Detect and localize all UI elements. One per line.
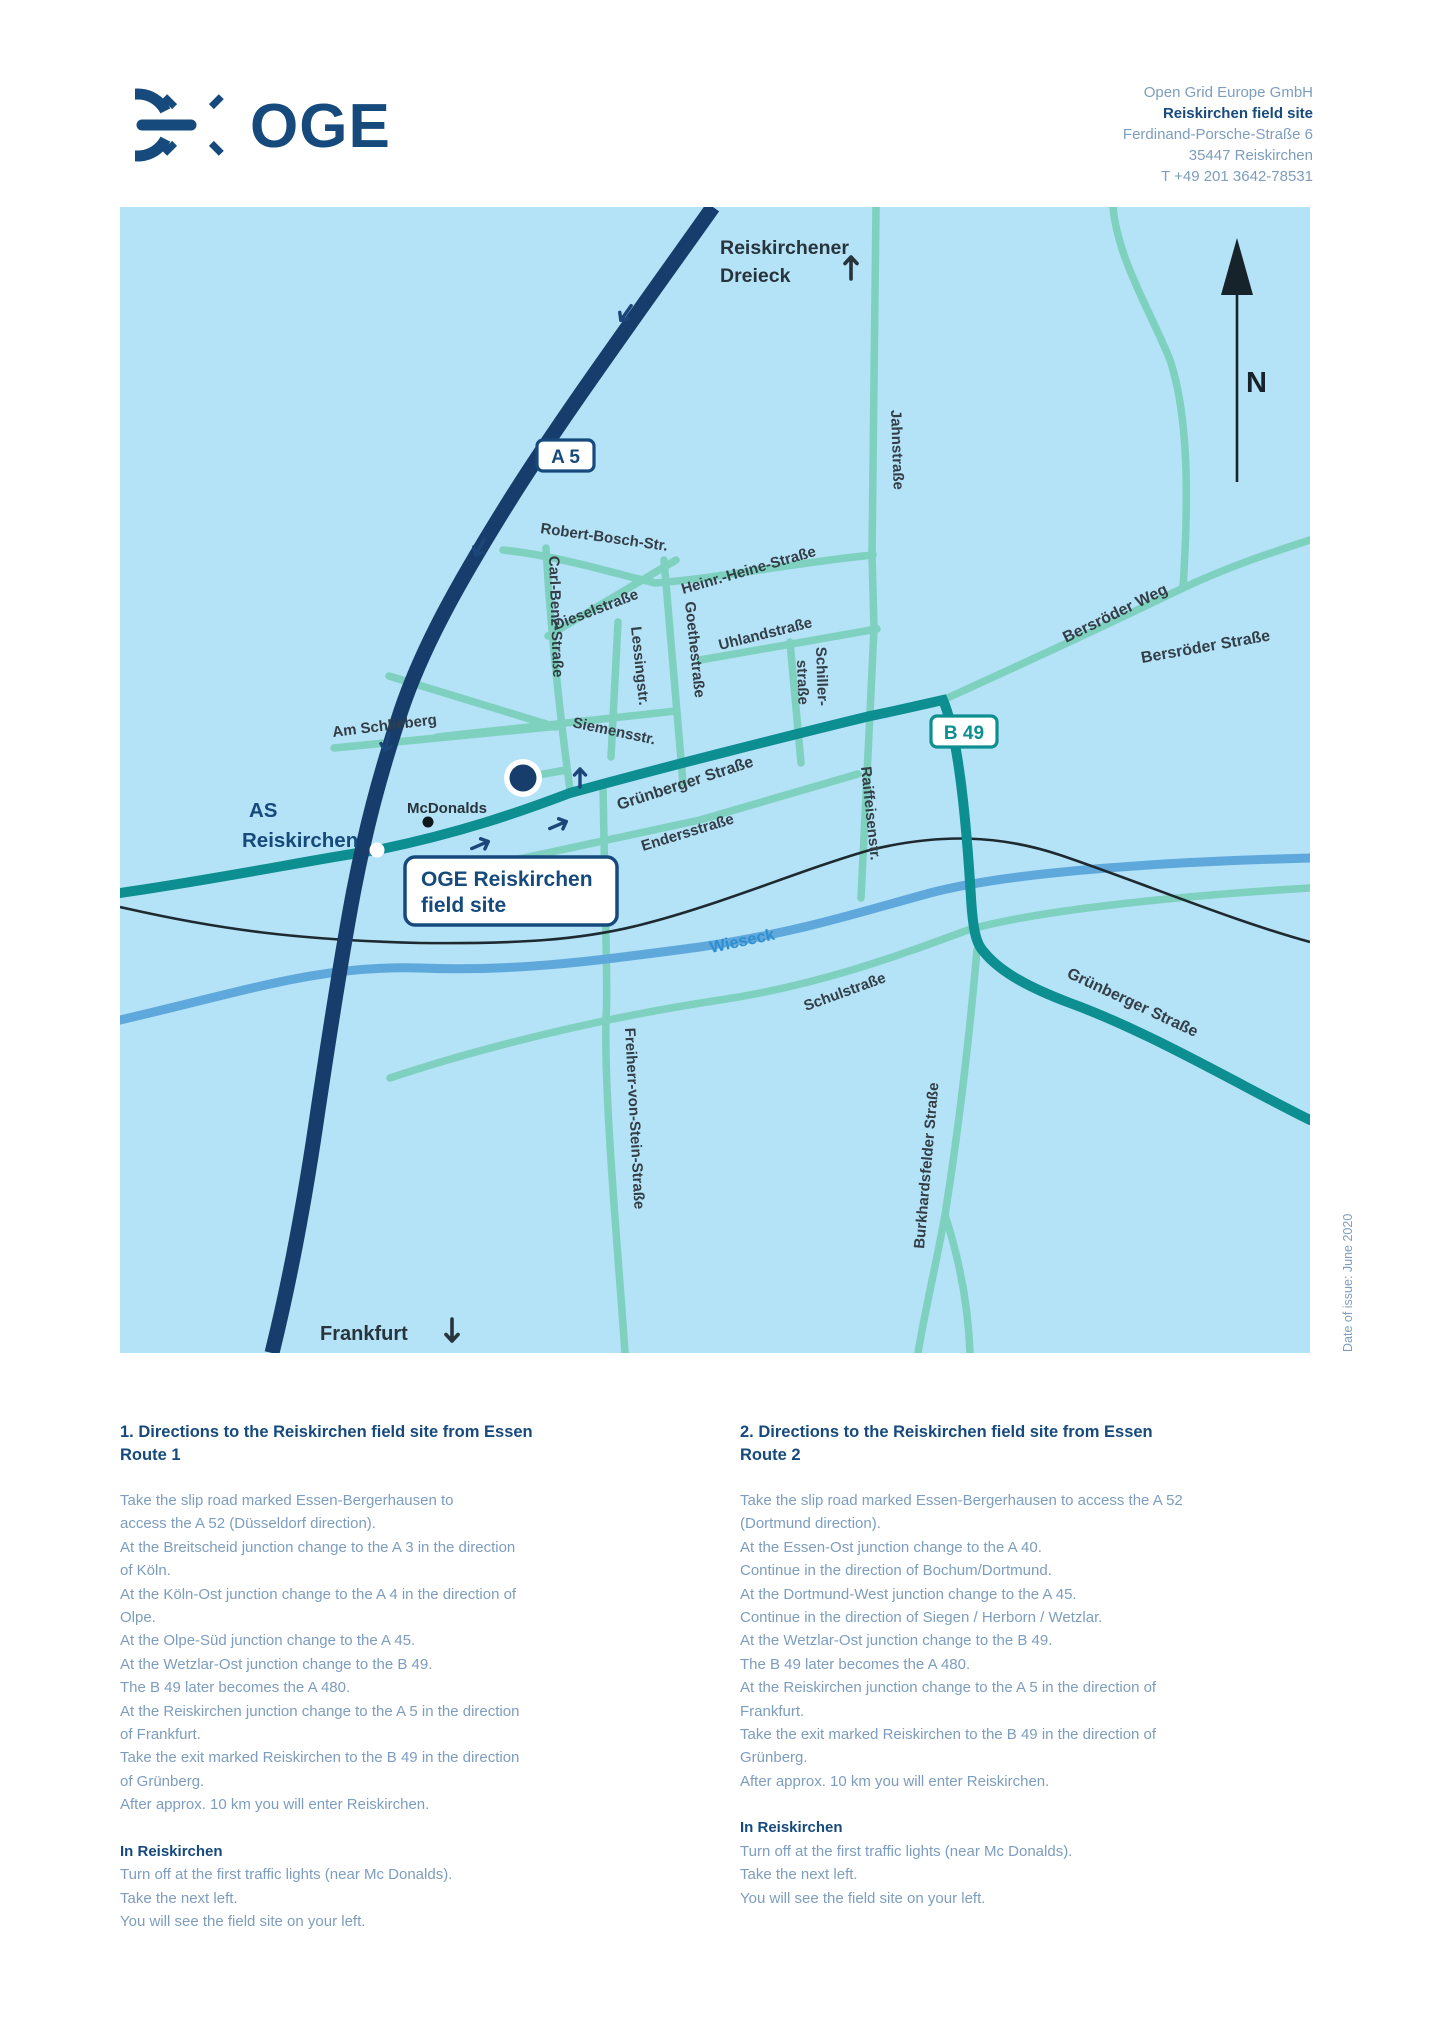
route2-body bbox=[740, 1489, 1305, 1793]
street-label-bersroeder-str: Bersröder Straße bbox=[1139, 627, 1272, 667]
route1-body-line: At the Köln-Ost junction change to the A 4 in the direction of bbox=[120, 1585, 517, 1603]
route1-body-line: At the Breitscheid junction change to the A 3 in the direction bbox=[120, 1538, 516, 1556]
company-name: Open Grid Europe GmbH bbox=[1143, 84, 1313, 101]
street-label-robert-bosch: Robert-Bosch-Str. bbox=[539, 520, 669, 555]
route1-body-line: At the Reiskirchen junction change to the A 5 in the direction bbox=[120, 1702, 520, 1720]
street-label-freiherr: Freiherr-von-Stein-Straße bbox=[621, 1027, 648, 1210]
route2-body-line: After approx. 10 km you will enter Reiskirchen. bbox=[740, 1772, 1050, 1790]
street-label-gruenberger-center: Grünberger Straße bbox=[614, 753, 756, 814]
route1-local-line: Turn off at the first traffic lights (near Mc Donalds). bbox=[120, 1866, 453, 1884]
route1-body-line: Take the exit marked Reiskirchen to the B 49 in the direction bbox=[120, 1749, 520, 1767]
callout-line1: OGE Reiskirchen bbox=[421, 868, 593, 891]
route1-body-line: Take the slip road marked Essen-Bergerhausen to bbox=[120, 1492, 454, 1509]
route1-body-line: of Köln. bbox=[120, 1562, 171, 1580]
route2-local-line: Turn off at the first traffic lights (near Mc Donalds). bbox=[740, 1842, 1073, 1860]
route2-title-line1: 2. Directions to the Reiskirchen field site from Essen bbox=[740, 1423, 1153, 1441]
as-label-line2: Reiskirchen bbox=[242, 829, 359, 852]
street-label-lessing: Lessingstr. bbox=[627, 625, 653, 707]
route2-body-line: At the Reiskirchen junction change to the A 5 in the direction of bbox=[740, 1679, 1157, 1697]
route1-title-line2: Route 1 bbox=[120, 1446, 181, 1464]
street-label-jahn: Jahnstraße bbox=[887, 409, 907, 491]
route1-local-title: In Reiskirchen bbox=[120, 1842, 223, 1860]
route2-body-line: Take the exit marked Reiskirchen to the B 49 in the direction of bbox=[740, 1726, 1157, 1744]
route1-body-line: At the Olpe-Süd junction change to the A 45. bbox=[120, 1632, 416, 1650]
oge-logo-icon bbox=[135, 94, 221, 156]
logo-wordmark: OGE bbox=[250, 92, 391, 161]
field-site-callout bbox=[405, 857, 617, 925]
site-name: Reiskirchen field site bbox=[1162, 105, 1313, 122]
field-site-marker bbox=[510, 765, 537, 792]
oge-logo bbox=[135, 72, 445, 178]
street-label-siemens: Siemensstr. bbox=[571, 714, 658, 749]
route1-local-line: You will see the field site on your left. bbox=[120, 1912, 366, 1930]
mcdonalds-label: McDonalds bbox=[407, 800, 488, 817]
route1-local bbox=[120, 1863, 685, 1933]
site-map bbox=[120, 207, 1310, 1353]
route2-body-line: Grünberg. bbox=[740, 1749, 808, 1767]
route1-body-line: of Grünberg. bbox=[120, 1772, 205, 1790]
address-street: Ferdinand-Porsche-Straße 6 bbox=[1122, 126, 1313, 143]
frankfurt-label: Frankfurt bbox=[320, 1323, 408, 1345]
a5-badge-label: A 5 bbox=[551, 447, 580, 468]
dreieck-label-line1: Reiskirchener bbox=[720, 237, 849, 259]
callout-line2: field site bbox=[421, 894, 507, 917]
mcdonalds-dot bbox=[423, 817, 434, 828]
street-label-uhland: Uhlandstraße bbox=[716, 614, 814, 654]
river-label: Wieseck bbox=[708, 925, 777, 957]
street-label-bersroeder-weg: Bersröder Weg bbox=[1060, 581, 1171, 647]
north-label: N bbox=[1246, 367, 1267, 399]
street-label-schiller-2: straße bbox=[793, 659, 812, 706]
street-label-heine: Heinr.-Heine-Straße bbox=[679, 543, 818, 598]
route2-body-line: Continue in the direction of Bochum/Dortmund. bbox=[740, 1562, 1052, 1580]
route1-body-line: Olpe. bbox=[120, 1609, 156, 1627]
route2-body-line: Frankfurt. bbox=[740, 1702, 805, 1720]
street-label-goethe: Goethestraße bbox=[681, 600, 709, 699]
street-label-schiller-1: Schiller- bbox=[812, 646, 832, 707]
street-label-gruenberger-se: Grünberger Straße bbox=[1064, 965, 1201, 1041]
route2-body-line: Take the slip road marked Essen-Bergerhausen to access the A 52 bbox=[740, 1492, 1183, 1509]
a5-badge bbox=[537, 440, 594, 471]
address-city: 35447 Reiskirchen bbox=[1188, 147, 1313, 164]
route2-local-line: You will see the field site on your left. bbox=[740, 1889, 986, 1907]
address-block bbox=[1123, 82, 1313, 187]
address-phone: T +49 201 3642-78531 bbox=[1161, 168, 1313, 185]
route1-body bbox=[120, 1489, 685, 1817]
route2-body-line: Continue in the direction of Siegen / Herborn / Wetzlar. bbox=[740, 1609, 1103, 1627]
as-label-line1: AS bbox=[249, 799, 278, 822]
route2-column bbox=[740, 1421, 1305, 1910]
route2-body-line: The B 49 later becomes the A 480. bbox=[740, 1655, 971, 1673]
street-label-burkhardsfelder: Burkhardsfelder Straße bbox=[911, 1081, 943, 1250]
street-label-diesel: Dieselstraße bbox=[551, 585, 641, 634]
dreieck-label-line2: Dreieck bbox=[720, 265, 791, 287]
street-label-carl-benz: Carl-Benz-Straße bbox=[545, 555, 567, 678]
route2-local-line: Take the next left. bbox=[740, 1866, 858, 1884]
route1-body-line: After approx. 10 km you will enter Reiskirchen. bbox=[120, 1796, 430, 1814]
street-label-enders: Endersstraße bbox=[639, 810, 736, 855]
route2-local-title: In Reiskirchen bbox=[740, 1819, 843, 1837]
route1-local-line: Take the next left. bbox=[120, 1889, 238, 1907]
route2-body-line: (Dortmund direction). bbox=[740, 1515, 881, 1533]
b49-badge bbox=[931, 716, 997, 747]
route1-body-line: of Frankfurt. bbox=[120, 1726, 201, 1744]
route2-local bbox=[740, 1840, 1305, 1910]
route2-body-line: At the Essen-Ost junction change to the A 40. bbox=[740, 1538, 1042, 1556]
route1-body-line: At the Wetzlar-Ost junction change to the B 49. bbox=[120, 1655, 433, 1673]
date-of-issue: Date of issue: June 2020 bbox=[1341, 1213, 1355, 1352]
street-label-raiffeisen: Raiffeisenstr. bbox=[857, 765, 884, 862]
route2-body-line: At the Wetzlar-Ost junction change to the B 49. bbox=[740, 1632, 1053, 1650]
b49-badge-label: B 49 bbox=[943, 723, 985, 744]
as-reiskirchen-junction-dot bbox=[370, 843, 385, 858]
street-label-schul: Schulstraße bbox=[801, 969, 889, 1015]
route1-title-line1: 1. Directions to the Reiskirchen field site from Essen bbox=[120, 1423, 533, 1441]
route1-body-line: access the A 52 (Düsseldorf direction). bbox=[120, 1515, 376, 1533]
street-label-am-schlieberg: Am Schlieberg bbox=[331, 711, 438, 741]
route1-column bbox=[120, 1421, 685, 1933]
route2-title-line2: Route 2 bbox=[740, 1446, 801, 1464]
route1-body-line: The B 49 later becomes the A 480. bbox=[120, 1679, 351, 1697]
route2-body-line: At the Dortmund-West junction change to the A 45. bbox=[740, 1585, 1077, 1603]
